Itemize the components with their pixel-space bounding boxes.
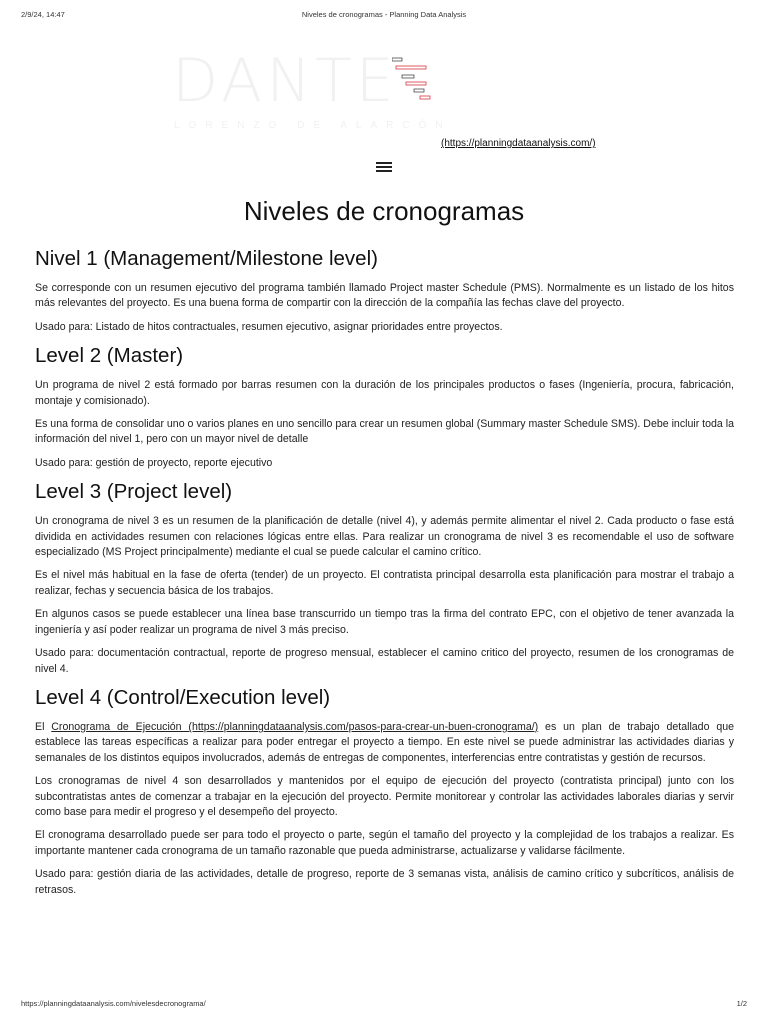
paragraph: Un programa de nivel 2 está formado por barras resumen con la duración de los principales productos o fases (Ingeniería, procura, fabricación, montaje y comisionado).	[35, 379, 734, 407]
paragraph: Usado para: documentación contractual, reporte de progreso mensual, establecer el camino critico del proyecto, resumen de los cronogramas de nivel 4.	[35, 647, 734, 675]
paragraph: Es una forma de consolidar uno o varios planes en uno sencillo para crear un resumen global (Summary master Schedule SMS). Debe incluir toda la información del nivel 1, pero con un mayor nivel de detalle	[35, 418, 734, 446]
cronograma-ejecucion-link[interactable]: Cronograma de Ejecución (https://planningdataanalysis.com/pasos-para-crear-un-buen-cronograma/)	[51, 720, 539, 733]
site-logo[interactable]	[172, 40, 452, 132]
logo-wordmark: DANTE	[172, 46, 398, 116]
print-date: 2/9/24, 14:47	[21, 10, 65, 19]
section-heading-level-4: Level 4 (Control/Execution level)	[35, 685, 331, 709]
paragraph: Usado para: gestión diaria de las actividades, detalle de progreso, reporte de 3 semanas vista, análisis de camino crítico y subcríticos, análisis de retrasos.	[35, 868, 734, 896]
paragraph: En algunos casos se puede establecer una línea base transcurrido un tiempo tras la firma del contrato EPC, con el objetivo de tener avanzada la ingeniería y así poder realizar un programa de nivel 3 más preciso.	[35, 608, 734, 636]
paragraph: Los cronogramas de nivel 4 son desarrollados y mantenidos por el equipo de ejecución del proyecto (contratista principal) junto con los subcontratistas antes de comenzar a trabajar en la ejecución del proyecto. Permite monitorear y controlar las actividades laborales diarias y servir como base para medir el progreso y el desempeño del proyecto.	[35, 775, 734, 818]
page-title: Niveles de cronogramas	[243, 196, 525, 226]
print-url: https://planningdataanalysis.com/nivelesdecronograma/	[21, 999, 206, 1008]
paragraph: El cronograma desarrollado puede ser para todo el proyecto o parte, según el tamaño del proyecto y la complejidad de los trabajos a realizar. Es importante mantener cada cronograma de un tamaño razonable que pueda administrarse, actualizarse y validarse fácilmente.	[35, 829, 734, 857]
print-header	[21, 10, 747, 22]
paragraph: Usado para: Listado de hitos contractuales, resumen ejecutivo, asignar prioridades entre proyectos.	[35, 320, 503, 333]
site-home-link[interactable]: (https://planningdataanalysis.com/)	[441, 138, 596, 149]
logo-subtitle: LORENZO DE ALARCÓN	[174, 120, 452, 131]
paragraph: Se corresponde con un resumen ejecutivo del programa también llamado Project master Schedule (PMS). Normalmente es un listado de los hitos más relevantes del proyecto. Es una buena forma de compartir con la dirección de la compañía las fechas clave del proyecto.	[35, 282, 734, 310]
article-content	[35, 246, 734, 906]
paragraph	[35, 720, 734, 766]
section-heading-nivel-1: Nivel 1 (Management/Milestone level)	[35, 247, 378, 270]
section-heading-level-3: Level 3 (Project level)	[35, 480, 233, 504]
hamburger-menu-icon[interactable]	[376, 162, 392, 173]
paragraph: Usado para: gestión de proyecto, reporte ejecutivo	[35, 456, 273, 469]
paragraph-text: es un plan de trabajo detallado que establece las tareas específicas a realizar para poder entregar el proyecto a tiempo. En este nivel se puede administrar las actividades diarias y semanales de los distintos equipos involucrados, además de entregas de componentes, interferencias entre contratistas y gestión de recursos.	[35, 720, 734, 764]
page-number: 1/2	[736, 999, 747, 1008]
print-document-title: Niveles de cronogramas - Planning Data Analysis	[301, 10, 467, 19]
paragraph: Es el nivel más habitual en la fase de oferta (tender) de un proyecto. El contratista principal desarrolla esta planificación para mostrar el trabajo a realizar, fechas y secuencia básica de los trabajos.	[35, 569, 734, 597]
gantt-logo-icon	[392, 56, 432, 102]
paragraph-text: El	[35, 720, 52, 733]
section-heading-level-2: Level 2 (Master)	[35, 344, 184, 368]
print-footer	[21, 999, 747, 1011]
paragraph: Un cronograma de nivel 3 es un resumen de la planificación de detalle (nivel 4), y además permite alimentar el nivel 2. Cada producto o fase está dividida en actividades resumen con relaciones lógicas entre ellas. Para realizar un cronograma de nivel 3 es recomendable el uso de software especializado (MS Project principalmente) mediante el cual se puede calcular el camino crítico.	[35, 515, 734, 559]
